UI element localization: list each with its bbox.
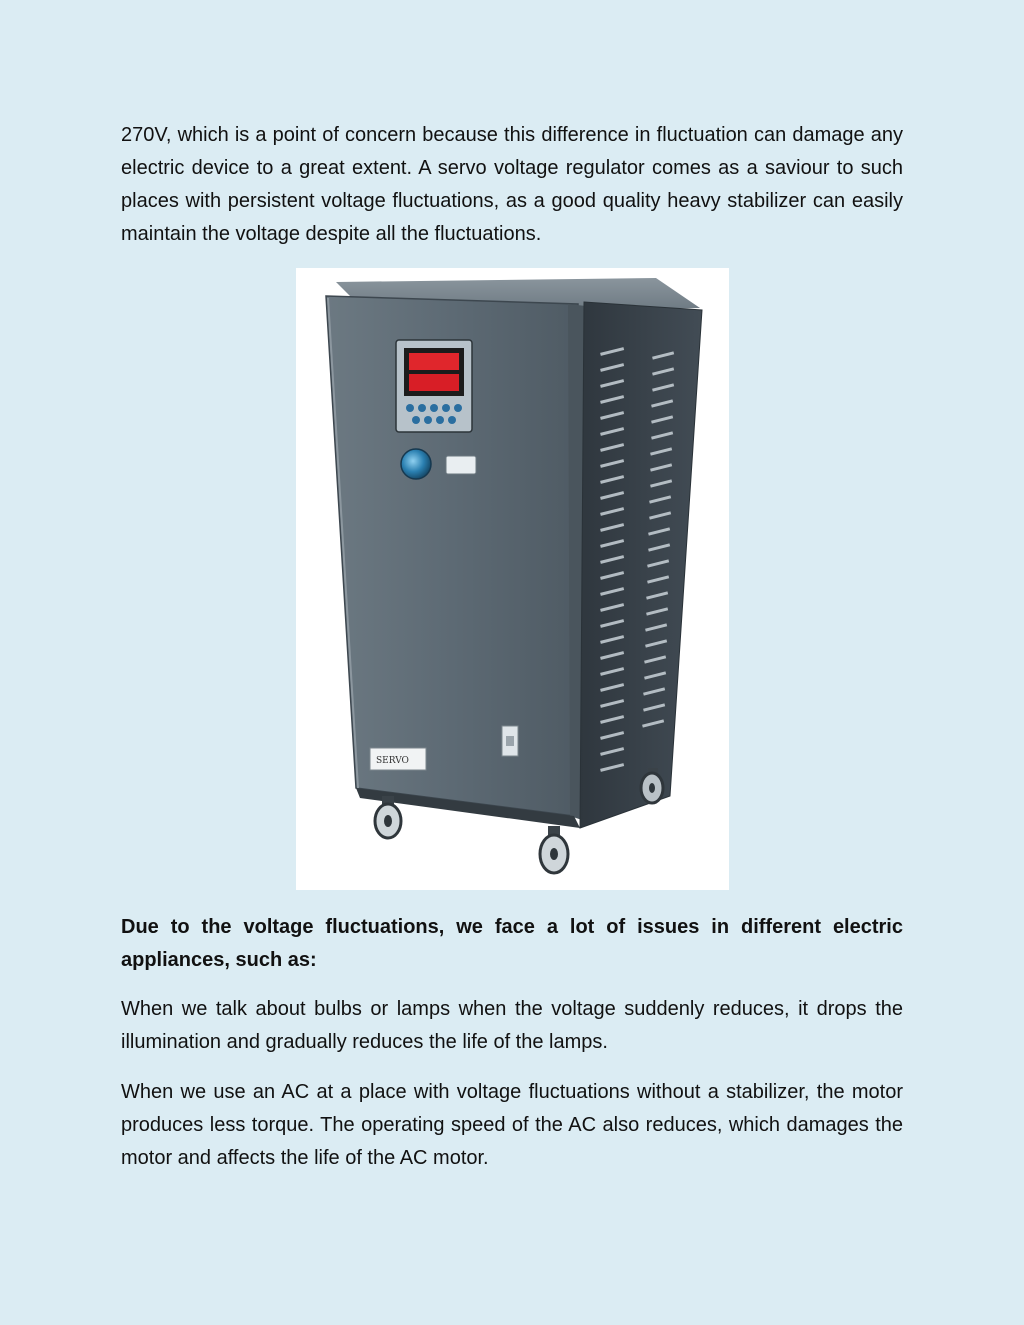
digital-meter	[396, 340, 472, 432]
intro-paragraph: 270V, which is a point of concern because this difference in fluctuation can damage any electric device to a great extent. A servo voltage regulator comes as a saviour to such places with persistent voltage fluctuations, as a good quality heavy stabilizer can easily maintain the voltage despite all the fluctuations.	[121, 124, 903, 245]
ac-paragraph: When we use an AC at a place with voltage fluctuations without a stabilizer, the motor produces less torque. The operating speed of the AC also reduces, which damages the motor and affects the life of the AC motor.	[121, 1081, 903, 1169]
nameplate-label: SERVO	[376, 756, 409, 766]
voltage-display-bottom	[409, 374, 459, 391]
label-plate	[446, 456, 476, 474]
bulbs-paragraph: When we talk about bulbs or lamps when the voltage suddenly reduces, it drops the illumination and gradually reduces the life of the lamps.	[121, 998, 903, 1053]
servo-stabilizer-photo	[296, 268, 729, 890]
power-knob	[401, 449, 431, 479]
cabinet-side-vented	[580, 302, 702, 828]
nameplate	[370, 748, 426, 770]
voltage-display-top	[409, 353, 459, 370]
section-heading: Due to the voltage fluctuations, we face a lot of issues in different electric appliances, such as:	[121, 916, 903, 971]
